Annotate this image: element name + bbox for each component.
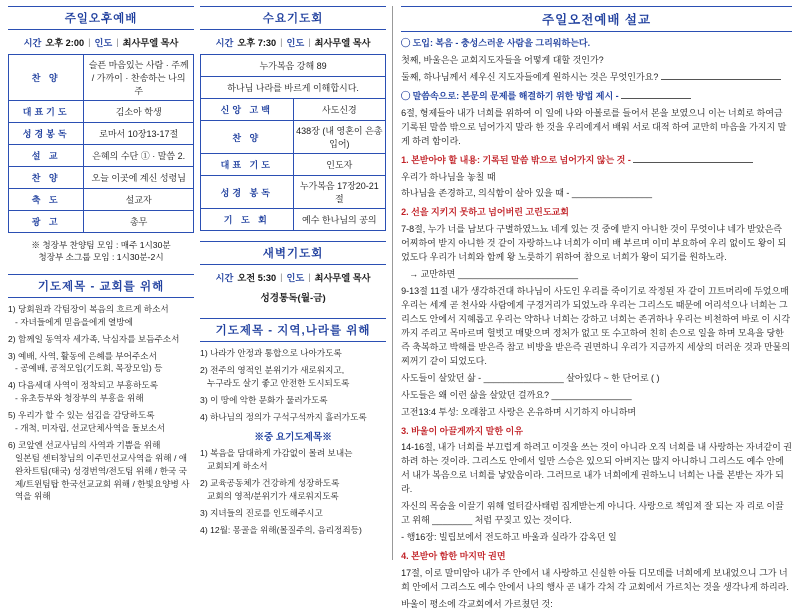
note-line: ※ 청장부 찬양팀 모임 : 매주 1시30분 bbox=[31, 240, 171, 250]
list-item bbox=[8, 350, 194, 376]
time-label: 시간 bbox=[23, 38, 42, 48]
wednesday-prayer-title: 수요기도회 bbox=[200, 6, 386, 30]
columns-container bbox=[8, 6, 792, 609]
list-item bbox=[200, 347, 386, 360]
item-subtext: - 개척, 미자립, 선교단체사역을 돌보소서 bbox=[15, 423, 166, 434]
row-key: 기 도 회 bbox=[201, 209, 294, 231]
sermon-intro-head: ◯ 도입: 복음 - 충성스러운 사람을 그리워하는다. bbox=[401, 38, 591, 48]
row-key: 대표기도 bbox=[9, 101, 84, 123]
table-row bbox=[201, 99, 386, 121]
row-value: 오늘 이곳에 계신 성령님 bbox=[84, 167, 194, 189]
item-text: 1) 나라가 안정과 통합으로 나아가도록 bbox=[200, 348, 342, 358]
table-row bbox=[201, 77, 386, 99]
row-value: 인도자 bbox=[293, 154, 386, 176]
list-item bbox=[200, 447, 386, 473]
dawn-prayer-title: 새벽기도회 bbox=[200, 241, 386, 265]
afternoon-service-title: 주일오후예배 bbox=[8, 6, 194, 30]
item-subtext: - 유초등부와 청장부의 부흥을 위해 bbox=[15, 393, 144, 404]
sermon-section3-head: 3. 바울이 아끌게까지 말한 이유 bbox=[401, 425, 523, 436]
note-line: 청장부 소그룹 모임 : 1시30분-2시 bbox=[38, 252, 164, 263]
afternoon-service-table bbox=[8, 54, 194, 233]
item-text: 3) 이 땅에 악한 문화가 물러가도록 bbox=[200, 394, 328, 405]
list-item bbox=[8, 379, 194, 405]
item-text: 4) 12월: 몽골을 위해(몰질주의, 음리정죄등) bbox=[200, 524, 362, 535]
guide-value: 최사무엘 목사 bbox=[122, 38, 179, 48]
sermon-section2-qa-2: 사도들은 왜 이런 삶을 살았던 걸까요? ________________ bbox=[401, 389, 632, 400]
item-text: 2) 함께일 동역자 세가족, 낙심자를 보듬주소서 bbox=[8, 333, 180, 344]
column-middle bbox=[200, 6, 386, 560]
column-left bbox=[8, 6, 194, 560]
column-right bbox=[392, 6, 792, 609]
fill-blank bbox=[621, 98, 691, 99]
sermon-section2-verse: 7-8절, 누가 너를 남보다 구별하였느뇨 네게 있는 것 중에 받지 아니한 것이 무엇이냐 네가 받았은즉 어찌하여 받지 아니한 것 같이 자랑하느냐 너희가 이미 배 부르며 이미 부요하여 우리 없이도 왕이 되었도다 우리가 너희와 함께 왕 노릇하기 위하여 참으로 너희가 왕이 되기를 원하노라. bbox=[401, 224, 787, 263]
time-label: 시간 bbox=[215, 38, 234, 48]
row-value: 총무 bbox=[84, 211, 194, 233]
sermon-section0-verse: 6절, 형제들아 내가 너희를 위하여 이 일에 나와 아볼로를 들어서 본을 보였으니 이는 너희로 하여금 기록된 말씀 밖으로 넘어가지 말라 한 것을 우리에게서 배워 서로 대적 하여 교만히 마음을 가지지 말게 하려 함이라. bbox=[401, 107, 787, 146]
list-item bbox=[8, 439, 194, 503]
guide-label: 인도 bbox=[286, 273, 305, 283]
item-text: 2) 교육공동체가 건강하게 성장하도록 bbox=[200, 478, 340, 489]
sermon-intro-line: 첫째, 바울은은 교회지도자들을 어떻게 대할 것인가? bbox=[401, 54, 604, 65]
list-item bbox=[8, 303, 194, 329]
sermon-section4-line: 바울이 평소에 각교회에서 가르쳤던 것: bbox=[401, 598, 553, 609]
table-row bbox=[9, 167, 194, 189]
sermon-section3-verse: 14-16절, 내가 너희를 부끄럽게 하려고 이것을 쓰는 것이 아니라 오직 너희를 내 사랑하는 자녀같이 권하려 하는 것이라. 그리스도 안에서 일만 스승은 있으되 아버지는 많지 아니하니 그리스도 예수 안에서 내가 복음으로 너희를 낳았음이라. 그러므로 내가 너희에게 권하노니 너희는 나를 본받는 자가 되라. bbox=[401, 442, 792, 495]
list-item bbox=[8, 333, 194, 346]
dawn-prayer-content: 성경통독(월-금) bbox=[260, 293, 326, 304]
list-item bbox=[200, 477, 386, 503]
item-text: 4) 하나님의 정의가 구석구석까지 흘러가도록 bbox=[200, 411, 367, 422]
list-item bbox=[200, 411, 386, 424]
item-subtext: 교회의 영적/분위기가 새로워지도록 bbox=[207, 491, 339, 502]
table-row bbox=[9, 189, 194, 211]
meta-divider-2: | bbox=[116, 37, 119, 47]
item-subtext: 누구라도 살기 좋고 안전한 도시되도록 bbox=[207, 377, 350, 388]
row-key: 성경 봉독 bbox=[201, 176, 294, 209]
table-row bbox=[9, 145, 194, 167]
item-subtext: 일본팀 센터창님의 이주민선교사역을 위해 / 애완차트팀(태국) 성경번역/전도팀 위해 / 한국 국제/트윈팀탑 한국선교교회 위해 / 한빛요양병 사역을 위해 bbox=[15, 452, 190, 502]
table-row bbox=[9, 123, 194, 145]
guide-label: 인도 bbox=[286, 38, 305, 48]
morning-sermon-title: 주일오전예배 설교 bbox=[401, 6, 792, 32]
sermon-section2-head: 2. 선을 지키지 못하고 넘어버린 고린도교회 bbox=[401, 207, 569, 218]
item-text: 4) 다음세대 사역이 정착되고 부흥하도록 bbox=[8, 380, 159, 391]
time-value: 오전 5:30 bbox=[237, 273, 277, 283]
afternoon-service-notes bbox=[8, 239, 194, 264]
item-text: 2) 전주의 영적인 분위기가 새로워지고, bbox=[200, 364, 345, 375]
time-value: 오후 2:00 bbox=[45, 38, 85, 48]
region-prayer-list bbox=[200, 347, 386, 423]
sermon-series: 누가복음 강해 89 bbox=[201, 55, 386, 77]
item-text: 3) 지녀들의 진로를 인도해주시고 bbox=[200, 508, 323, 519]
table-row bbox=[201, 176, 386, 209]
sermon-section2-qa: 사도들이 살았던 삶 - ________________ 살아있다 ~ 한 단어로 ( ) bbox=[401, 372, 660, 383]
list-item bbox=[200, 364, 386, 390]
row-key: 찬 양 bbox=[9, 55, 84, 101]
region-prayer-title: 기도제목 - 지역,나라를 위해 bbox=[200, 318, 386, 342]
sermon-section1-line: 우리가 하나님을 놓칠 때 bbox=[401, 171, 496, 182]
meta-divider-2: | bbox=[308, 37, 311, 47]
row-key: 신앙 고백 bbox=[201, 99, 294, 121]
row-key: 찬 양 bbox=[201, 121, 294, 154]
row-value: 사도신경 bbox=[293, 99, 386, 121]
important-prayer-subtitle: ※중 요기도제목※ bbox=[254, 432, 332, 444]
sermon-section0-head bbox=[401, 90, 792, 104]
row-value: 김소아 학생 bbox=[84, 101, 194, 123]
intro-line-2-text: 둘째, 하나님께서 세우신 지도자들에게 원하시는 것은 무엇인가요? bbox=[401, 71, 659, 82]
wednesday-prayer-meta bbox=[200, 35, 386, 49]
time-value: 오후 7:30 bbox=[237, 38, 277, 48]
section0-head-text: ◯ 말씀속으로: 본문의 문제를 해결하기 위한 방법 제시 - bbox=[401, 90, 619, 101]
item-subtext: - 공예배, 공적모임(기도회, 목장모임) 등 bbox=[15, 363, 163, 374]
item-subtext: 교회되게 하소서 bbox=[207, 461, 268, 472]
sermon-section1-line-2: 하나님을 존경하고, 의식함이 살아 있을 때 - ________________ bbox=[401, 188, 652, 199]
table-row bbox=[201, 209, 386, 231]
sermon-section2-qa-3: 고전13:4 투성: 오래참고 사랑은 온유하며 시기하지 아니하며 bbox=[401, 406, 637, 417]
table-row bbox=[201, 121, 386, 154]
sermon-topic: 하나님 나라를 바르게 이해합시다. bbox=[201, 77, 386, 99]
section2-note-text: → 교만하면 ________________________ bbox=[409, 269, 578, 280]
sermon-section1-head bbox=[401, 154, 792, 168]
sermon-section2-note bbox=[401, 268, 792, 282]
list-item bbox=[200, 507, 386, 520]
table-row bbox=[9, 55, 194, 101]
row-key: 성경봉독 bbox=[9, 123, 84, 145]
row-key: 설 교 bbox=[9, 145, 84, 167]
row-key: 찬 양 bbox=[9, 167, 84, 189]
row-value: 예수 한나님의 공의 bbox=[293, 209, 386, 231]
table-row bbox=[9, 211, 194, 233]
item-text: 1) 복음을 담대하게 가감없이 몰려 보내는 bbox=[200, 448, 353, 459]
dawn-prayer-meta bbox=[200, 270, 386, 284]
item-text: 3) 예배, 사역, 활동에 은혜를 부어주소서 bbox=[8, 350, 157, 361]
meta-divider: | bbox=[280, 272, 283, 282]
row-value: 설교자 bbox=[84, 189, 194, 211]
sermon-section4-verse: 17절, 이로 말미암아 내가 주 안에서 내 사랑하고 신실한 아들 디모데를 너희에게 보내었으니 그가 너희 안에서 그리스도 예수 안에서 나의 행사 곧 내가 각처 각 교회에서 가르치는 것을 생각나게 하리라. bbox=[401, 567, 789, 592]
row-key: 대표 기도 bbox=[201, 154, 294, 176]
row-key: 광 고 bbox=[9, 211, 84, 233]
item-text: 1) 당회원과 각팀장이 복음의 흐르게 하소서 bbox=[8, 303, 169, 314]
table-row bbox=[201, 154, 386, 176]
fill-blank bbox=[661, 79, 781, 80]
section1-head-text: 1. 본받아야 할 내용: 기록된 말씀 밖으로 넘어가지 않는 것 - bbox=[401, 154, 631, 165]
guide-value: 최사무엘 목사 bbox=[314, 38, 371, 48]
sermon-body bbox=[401, 37, 792, 612]
row-value: 은혜의 수단 ① · 말씀 2. bbox=[84, 145, 194, 167]
guide-value: 최사무엘 목사 bbox=[314, 273, 371, 283]
church-prayer-list bbox=[8, 303, 194, 503]
sermon-section2-verse-2: 9-13절 11절 내가 생각하건대 하나님이 사도인 우리를 죽이기로 작정된 자 같이 끄트머리에 두었으매 우리는 세계 곧 천사와 사람에게 구경거리가 되었노라 우리는 그리스도 때문에 어리석으나 너희는 그리스도 안에서 지혜롭고 우리는 약하나 너희는 강하고 너희는 존귀하나 우리는 비천하여 바로 이 시각까지 주리고 목마르며 헐벗고 매맞으며 정처가 없고 또 수고하여 친히 손으로 일을 하며 모욕을 당한즉 축복하고 박해를 받은즉 참고 비방을 받은즉 권면하니 우리가 지금까지 세상의 더러운 것과 만물의 찌꺼기 같이 되었도다. bbox=[401, 286, 791, 366]
meta-divider-2: | bbox=[308, 272, 311, 282]
time-label: 시간 bbox=[215, 273, 234, 283]
list-item bbox=[200, 524, 386, 537]
list-item bbox=[8, 409, 194, 435]
sermon-section4-head: 4. 본받아 함한 마지막 권면 bbox=[401, 551, 506, 561]
sermon-section3-line-2: - 행16장: 빌립보에서 전도하고 바울과 실라가 감옥던 일 bbox=[401, 532, 617, 543]
table-row bbox=[9, 101, 194, 123]
fill-blank bbox=[633, 162, 753, 163]
important-prayer-list bbox=[200, 447, 386, 536]
meta-divider: | bbox=[280, 37, 283, 47]
table-row bbox=[201, 55, 386, 77]
item-subtext: - 자녀들에게 믿음을에게 열방에 bbox=[15, 316, 133, 327]
sermon-intro-line-2 bbox=[401, 71, 792, 85]
afternoon-service-meta bbox=[8, 35, 194, 49]
item-text: 6) 코앞엔 선교사님의 사역과 기쁨을 위해 bbox=[8, 439, 161, 450]
row-value: 슬픈 마음있는 사람 · 주께 / 가까이 · 찬송하는 나의 주 bbox=[84, 55, 194, 101]
item-text: 5) 우리가 할 수 있는 섬김을 감당하도록 bbox=[8, 410, 155, 421]
row-value: 누가복음 17장20-21절 bbox=[293, 176, 386, 209]
row-value: 438장 (내 영혼이 은총입어) bbox=[293, 121, 386, 154]
row-value: 로마서 10장13-17절 bbox=[84, 123, 194, 145]
wednesday-prayer-table bbox=[200, 54, 386, 231]
guide-label: 인도 bbox=[94, 38, 113, 48]
church-prayer-title: 기도제목 - 교회를 위해 bbox=[8, 274, 194, 298]
list-item bbox=[200, 394, 386, 407]
meta-divider: | bbox=[88, 37, 91, 47]
sermon-section3-line: 자신의 목숨을 이끌기 위해 얼터갈사태럼 집게받는게 아니다. 사랑으로 책임져 잘 되는 자 리로 이끌고 위해 ________ 처럼 꾸짖고 있는 것이다. bbox=[401, 501, 784, 526]
row-key: 축 도 bbox=[9, 189, 84, 211]
